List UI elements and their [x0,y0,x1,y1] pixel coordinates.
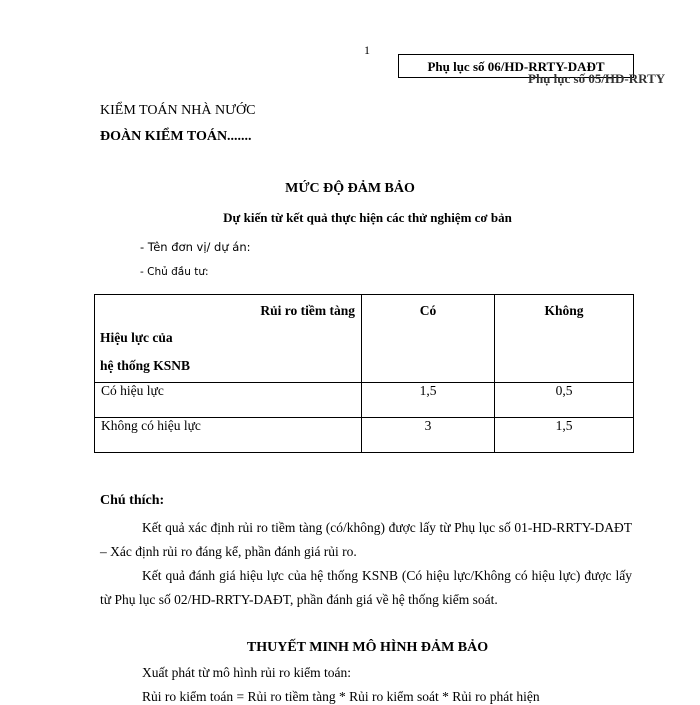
column-header-no: Không [495,295,634,383]
header-control-effectiveness-line1: Hiệu lực của [100,330,173,345]
page-number: 1 [364,43,370,57]
row-label: Không có hiệu lực [95,418,362,453]
header-inherent-risk: Rủi ro tiềm tàng [260,303,355,318]
cell-no: 0,5 [495,383,634,418]
appendix-label: Phụ lục số 06/HD-RRTY-DAĐT [398,54,634,78]
notes-title: Chú thích: [100,493,165,508]
document-subtitle: Dự kiến từ kết quả thực hiện các thử nghiệm cơ bản [223,210,512,225]
audit-team: ĐOÀN KIỂM TOÁN....... [100,129,252,144]
table-header-row [95,295,634,383]
column-header-yes: Có [362,295,495,383]
row-label: Có hiệu lực [95,383,362,418]
assurance-matrix-table [94,294,634,453]
cell-yes: 1,5 [362,383,495,418]
table-row [95,383,634,418]
note-paragraph-1: Kết quả xác định rủi ro tiềm tàng (có/không) được lấy từ Phụ lục số 01-HD-RRTY-DAĐT – Xác định rủi ro đáng kể, phần đánh giá rủi ro. [100,520,632,559]
cell-no: 1,5 [495,418,634,453]
unit-field-label: - Tên đơn vị/ dự án: [140,240,251,254]
cell-yes: 3 [362,418,495,453]
note-paragraph-2: Kết quả đánh giá hiệu lực của hệ thống KSNB (Có hiệu lực/Không có hiệu lực) được lấy từ Phụ lục số 02/HD-RRTY-DAĐT, phần đánh giá về hệ thống kiểm soát. [100,568,632,607]
appendix-old-label: Phụ lục số 05/HD-RRTY [528,71,666,86]
section-line-1: Xuất phát từ mô hình rủi ro kiểm toán: [142,665,352,680]
section-title: THUYẾT MINH MÔ HÌNH ĐẢM BẢO [246,640,489,655]
org-name: KIỂM TOÁN NHÀ NƯỚC [100,103,256,118]
table-row [95,418,634,453]
header-corner-cell [95,295,362,383]
document-title: MỨC ĐỘ ĐẢM BẢO [285,181,415,196]
section-line-2: Rủi ro kiểm toán = Rủi ro tiềm tàng * Rủi ro kiểm soát * Rủi ro phát hiện [142,689,540,704]
investor-field-label: - Chủ đầu tư: [140,266,209,278]
header-control-effectiveness-line2: hệ thống KSNB [100,358,191,373]
